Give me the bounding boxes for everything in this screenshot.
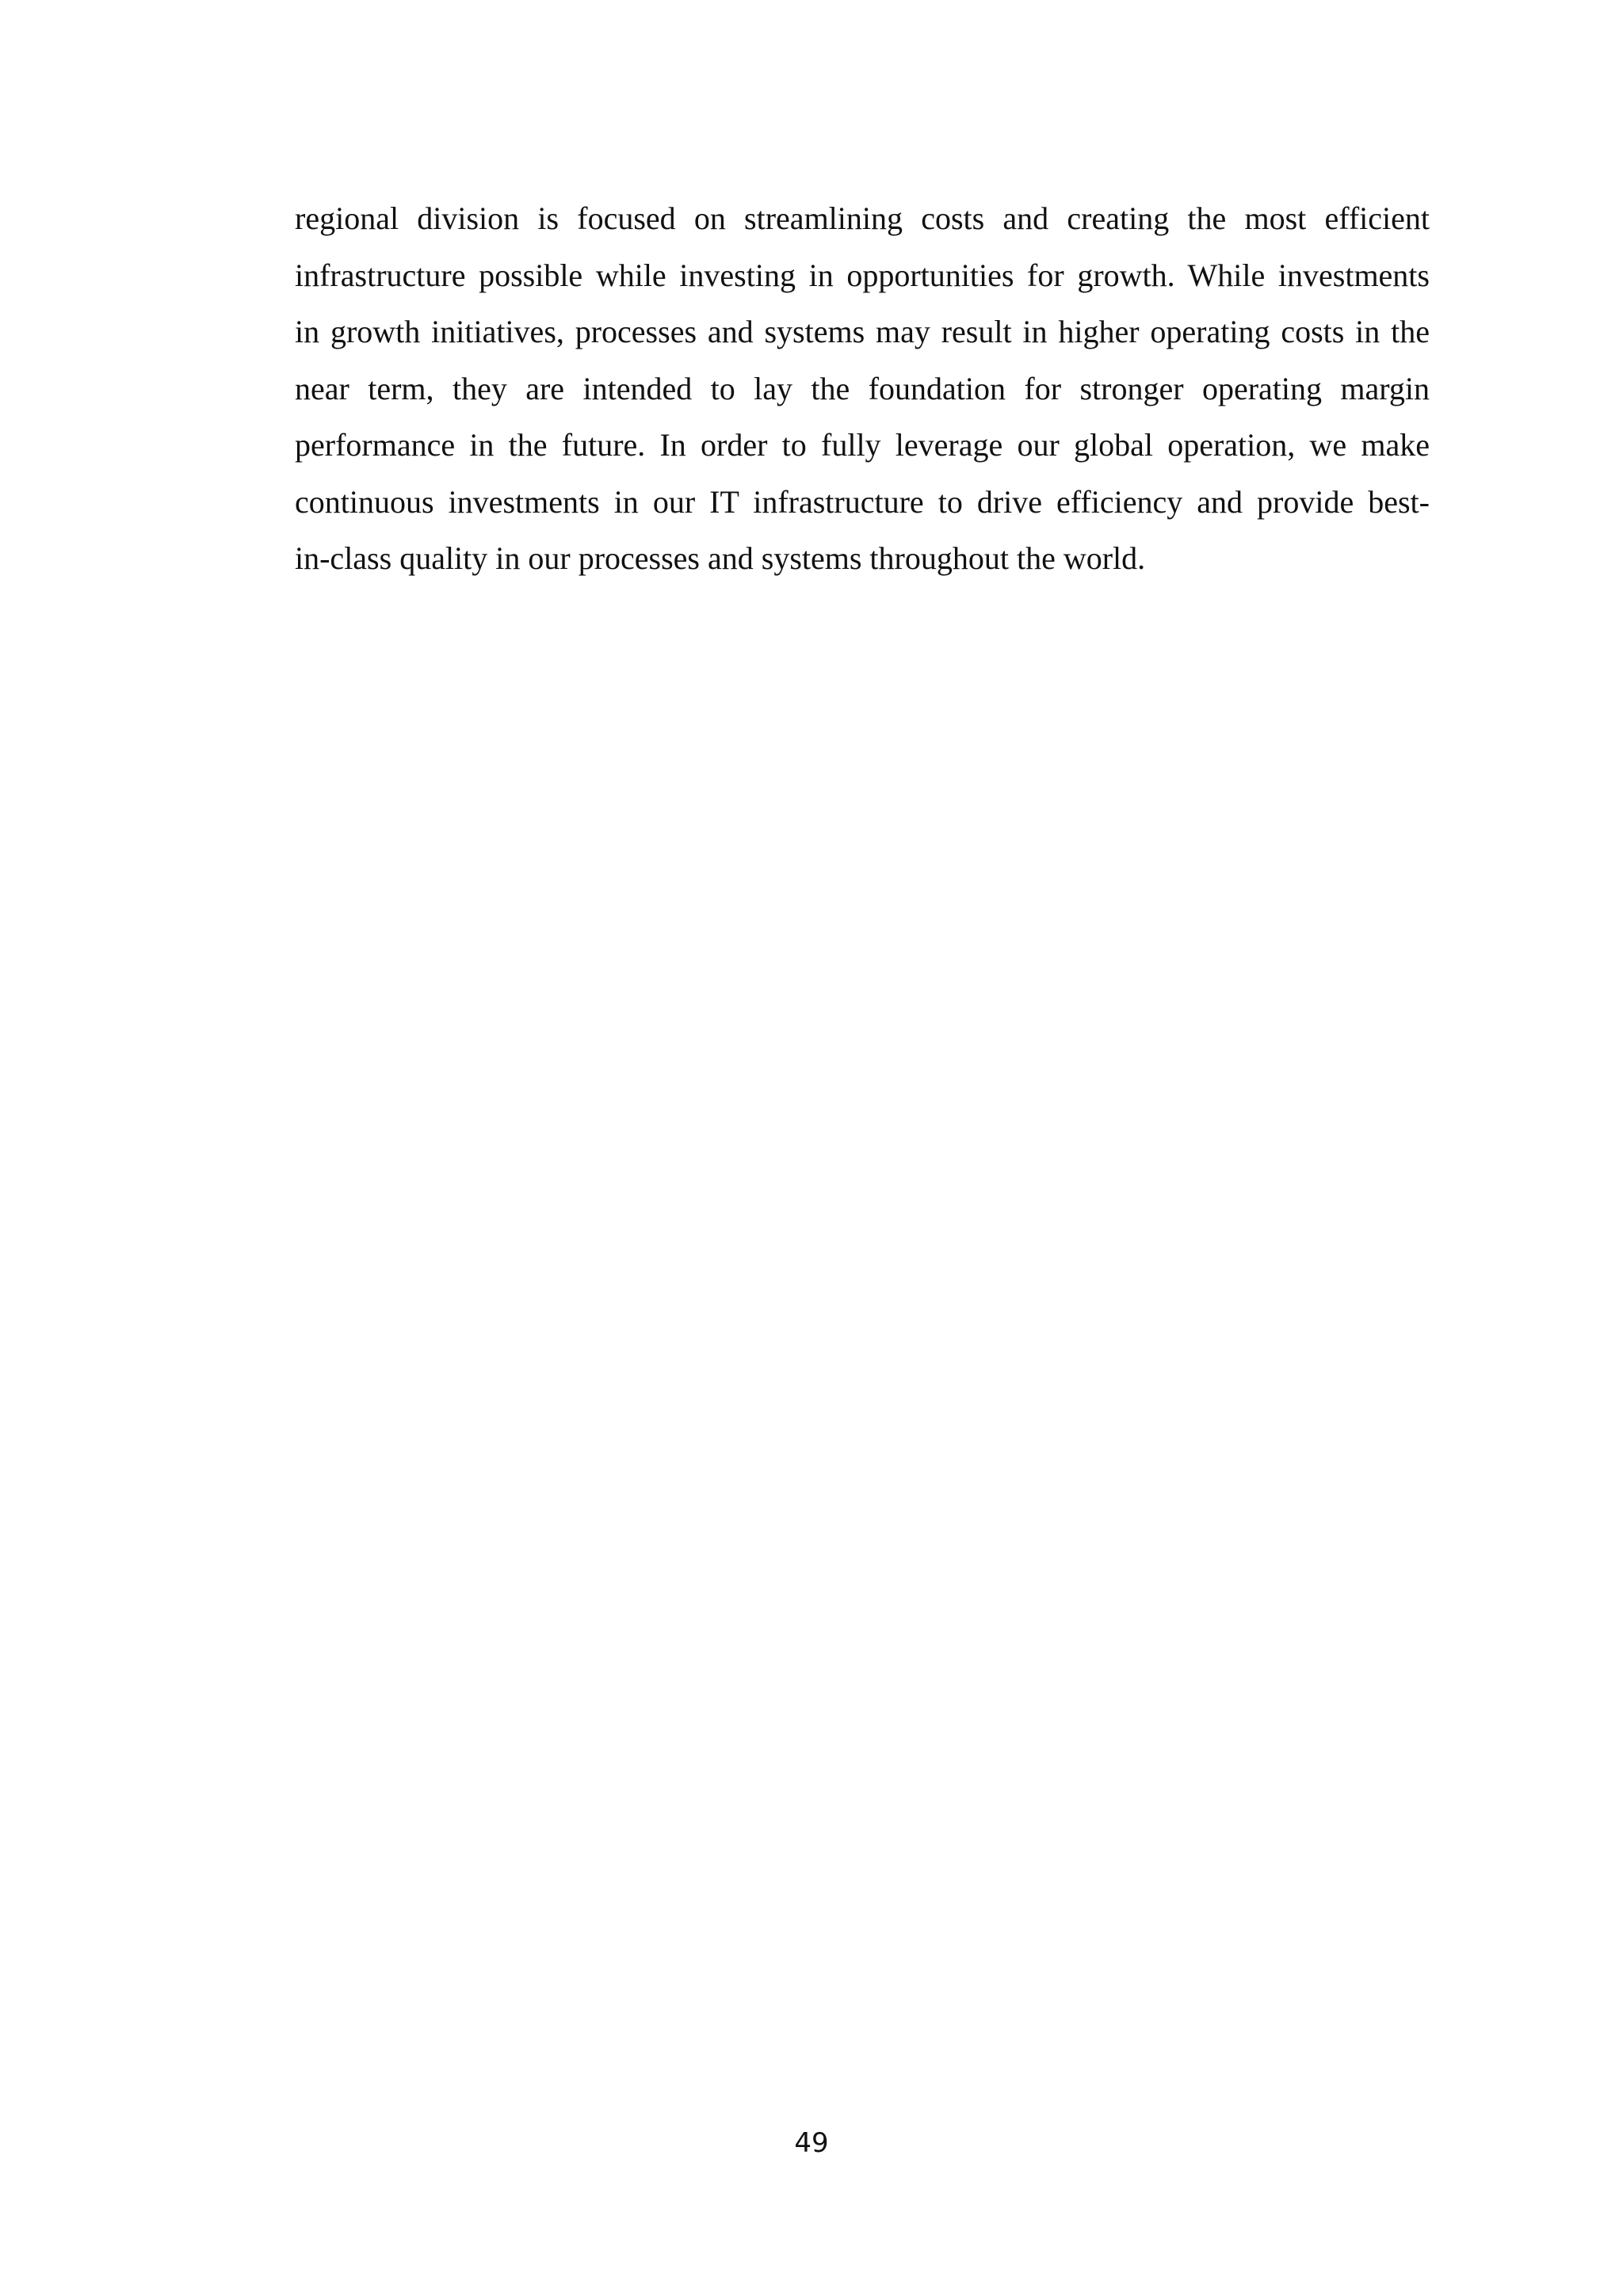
paragraph-line: infrastructure possible while investing in opportunities for growth. While investments	[295, 257, 1430, 293]
paragraph-line: regional division is focused on streamlining costs and creating the most efficient	[295, 200, 1430, 236]
paragraph-line: continuous investments in our IT infrastructure to drive efficiency and provide best-	[295, 483, 1430, 520]
paragraph-line: in growth initiatives, processes and systems may result in higher operating costs in the	[295, 314, 1430, 349]
paragraph-line: near term, they are intended to lay the foundation for stronger operating margin	[295, 370, 1430, 406]
page-number: 49	[794, 2127, 829, 2159]
paragraph-line: performance in the future. In order to fully leverage our global operation, we make	[295, 427, 1430, 463]
paragraph-line: in-class quality in our processes and systems throughout the world.	[295, 540, 1146, 576]
body-paragraph	[295, 190, 1430, 587]
